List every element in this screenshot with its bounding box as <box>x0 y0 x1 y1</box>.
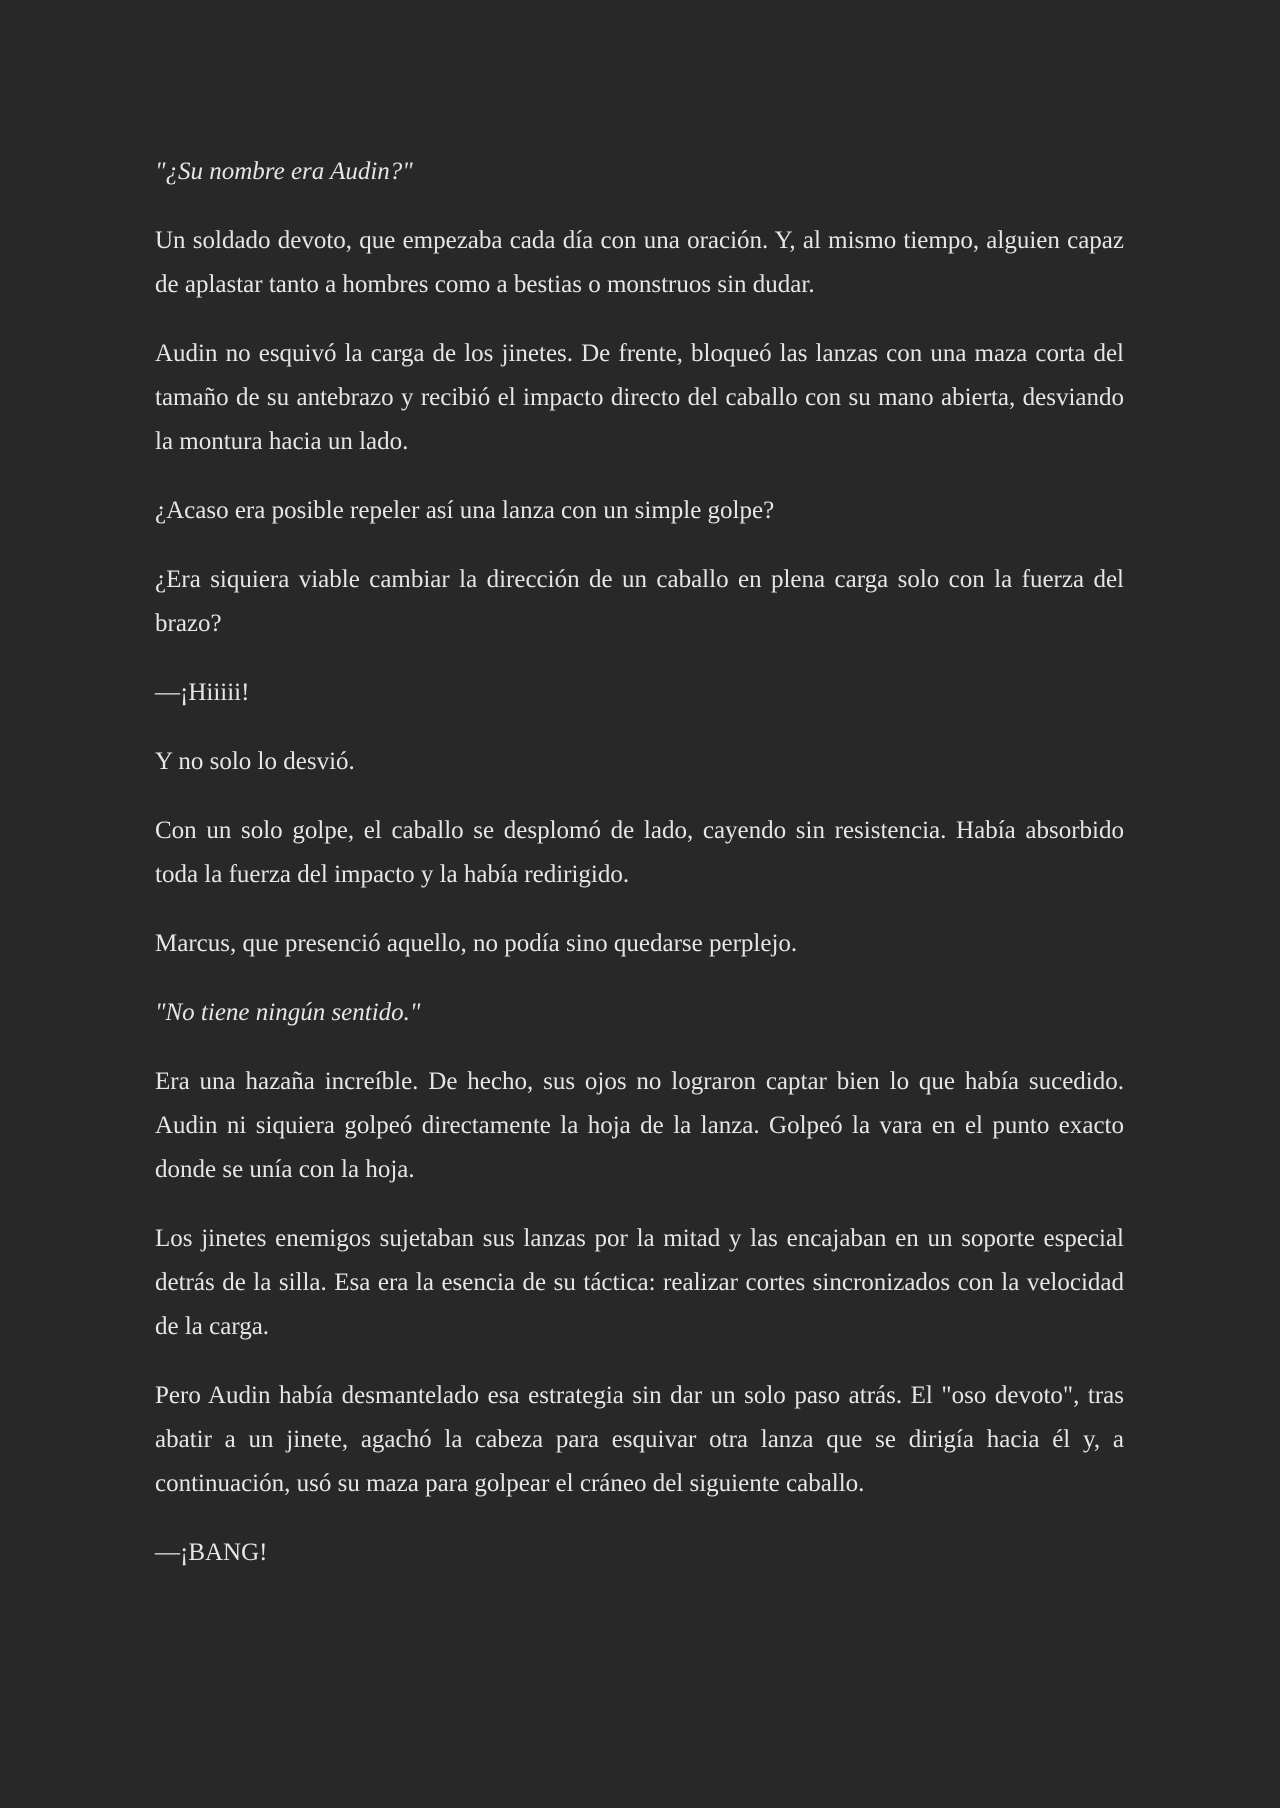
paragraph: Un soldado devoto, que empezaba cada día con una oración. Y, al mismo tiempo, alguien capaz de aplastar tanto a hombres como a bestias o monstruos sin dudar. <box>155 227 1124 298</box>
paragraph: Con un solo golpe, el caballo se desplomó de lado, cayendo sin resistencia. Había absorbido toda la fuerza del impacto y la había redirigido. <box>155 817 1124 888</box>
paragraph: ¿Acaso era posible repeler así una lanza con un simple golpe? <box>155 497 775 524</box>
paragraph: Y no solo lo desvió. <box>155 748 355 775</box>
paragraph: Era una hazaña increíble. De hecho, sus ojos no lograron captar bien lo que había sucedido. Audin ni siquiera golpeó directamente la hoja de la lanza. Golpeó la vara en el punto exacto donde se unía con la hoja. <box>155 1068 1124 1183</box>
paragraph-dialogue: —¡BANG! <box>155 1539 268 1566</box>
chapter-text <box>155 150 1124 1575</box>
paragraph: ¿Era siquiera viable cambiar la dirección de un caballo en plena carga solo con la fuerza del brazo? <box>155 566 1124 637</box>
paragraph-dialogue: —¡Hiiiii! <box>155 679 250 706</box>
paragraph: Audin no esquivó la carga de los jinetes. De frente, bloqueó las lanzas con una maza corta del tamaño de su antebrazo y recibió el impacto directo del caballo con su mano abierta, desviando la montura hacia un lado. <box>155 340 1124 455</box>
paragraph: Los jinetes enemigos sujetaban sus lanzas por la mitad y las encajaban en un soporte especial detrás de la silla. Esa era la esencia de su táctica: realizar cortes sincronizados con la velocidad de la carga. <box>155 1225 1124 1340</box>
paragraph: Pero Audin había desmantelado esa estrategia sin dar un solo paso atrás. El "oso devoto", tras abatir a un jinete, agachó la cabeza para esquivar otra lanza que se dirigía hacia él y, a continuación, usó su maza para golpear el cráneo del siguiente caballo. <box>155 1382 1124 1497</box>
paragraph: Marcus, que presenció aquello, no podía sino quedarse perplejo. <box>155 930 798 957</box>
paragraph-thought: "No tiene ningún sentido." <box>155 999 421 1026</box>
paragraph-thought: "¿Su nombre era Audin?" <box>155 158 413 185</box>
